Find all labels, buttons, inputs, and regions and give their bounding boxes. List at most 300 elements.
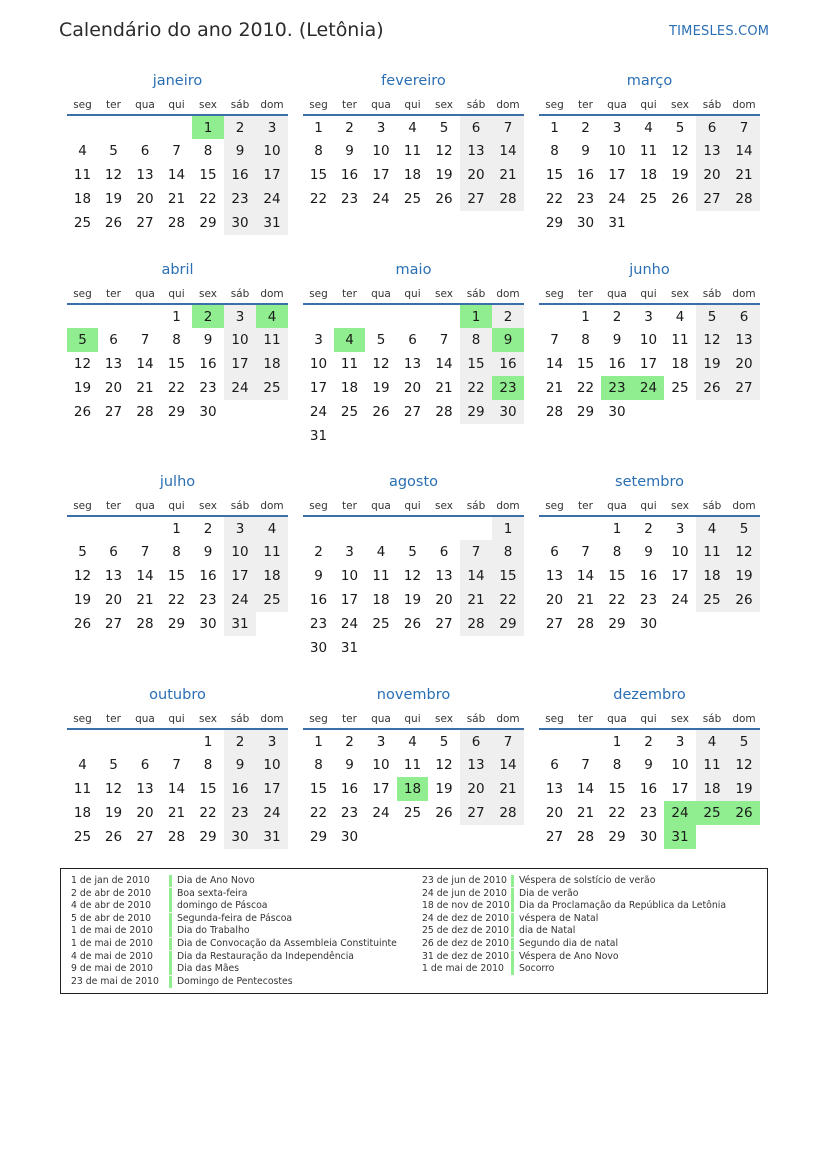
weekday-header: ter [570,284,601,304]
day-cell: 30 [224,211,256,235]
weekday-header: seg [67,95,98,115]
empty-cell [460,424,492,448]
day-cell: 1 [612,520,622,537]
day-cell: 25 [696,801,728,825]
empty-cell [539,729,570,753]
day-cell: 5 [67,328,98,352]
day-cell: 27 [460,187,492,211]
day-cell: 10 [372,757,390,773]
day-cell: 14 [136,568,154,584]
day-cell: 23 [224,187,256,211]
day-cell: 16 [608,356,626,372]
month-table [67,95,288,235]
holiday-name: Dia das Mães [177,963,240,975]
day-cell: 11 [256,540,288,564]
day-cell: 31 [340,640,359,656]
empty-cell [728,612,760,636]
day-cell: 21 [167,805,186,821]
day-cell: 9 [203,332,213,348]
day-cell: 8 [612,757,622,773]
holiday-name: Dia de verão [519,887,579,899]
day-cell: 2 [581,119,590,136]
day-cell: 26 [372,404,390,420]
day-cell: 22 [608,805,626,821]
day-cell: 2 [345,119,354,136]
day-cell: 30 [309,640,328,656]
holiday-marker [511,925,514,937]
day-cell: 30 [639,829,658,845]
holiday-name: Dia de Convocação da Assembleia Constituinte [177,937,397,949]
day-cell: 25 [671,380,689,396]
weekday-header: qui [161,95,192,115]
holiday-marker [169,925,172,937]
weekday-header: seg [303,95,334,115]
day-cell: 29 [167,404,186,420]
weekday-header: qua [601,284,633,304]
day-cell: 6 [696,115,728,139]
day-cell: 6 [109,332,118,348]
day-cell: 15 [608,781,626,797]
empty-cell [365,636,397,660]
month-table [539,95,760,235]
weekday-header: sex [664,284,696,304]
month-table [539,496,760,636]
day-cell: 22 [167,592,186,608]
day-cell: 2 [192,304,224,328]
empty-cell [365,516,397,540]
weekday-header: qui [397,709,428,729]
day-cell: 15 [576,356,595,372]
empty-cell [365,304,397,328]
holiday-name: Boa sexta-feira [177,887,248,899]
day-cell: 7 [550,332,559,348]
day-cell: 10 [608,143,626,159]
day-cell: 5 [439,119,449,136]
day-cell: 11 [340,356,359,372]
day-cell: 2 [203,520,213,537]
day-cell: 30 [639,616,658,632]
day-cell: 22 [167,380,186,396]
empty-cell [460,516,492,540]
day-cell: 23 [199,592,217,608]
day-cell: 5 [109,143,118,159]
day-cell: 21 [576,805,595,821]
empty-cell [67,115,98,139]
day-cell: 5 [376,332,386,348]
day-cell: 23 [340,805,359,821]
empty-cell [129,304,161,328]
day-cell: 16 [340,167,359,183]
day-cell: 14 [492,139,524,163]
day-cell: 24 [671,592,689,608]
day-cell: 12 [372,356,390,372]
day-cell: 11 [639,143,658,159]
day-cell: 31 [309,428,328,444]
day-cell: 5 [728,729,760,753]
day-cell: 13 [104,356,123,372]
empty-cell [570,516,601,540]
weekday-header: qui [397,95,428,115]
empty-cell [696,211,728,235]
day-cell: 1 [492,516,524,540]
weekday-header: seg [303,284,334,304]
day-cell: 4 [256,516,288,540]
day-cell: 17 [340,592,359,608]
holiday-marker [169,875,172,887]
day-cell: 13 [545,568,564,584]
day-cell: 9 [224,753,256,777]
day-cell: 4 [334,328,365,352]
day-cell: 20 [136,191,154,207]
day-cell: 14 [545,356,564,372]
weekday-header: seg [539,95,570,115]
day-cell: 29 [608,829,626,845]
weekday-header: dom [728,284,760,304]
day-cell: 12 [696,328,728,352]
day-cell: 3 [675,733,685,750]
day-cell: 13 [696,139,728,163]
weekday-header: qui [397,284,428,304]
empty-cell [256,612,288,636]
empty-cell [224,400,256,424]
day-cell: 17 [309,380,328,396]
day-cell: 10 [671,757,689,773]
day-cell: 3 [256,729,288,753]
day-cell: 8 [492,540,524,564]
day-cell: 11 [73,781,92,797]
weekday-header: qua [129,284,161,304]
day-cell: 18 [256,352,288,376]
empty-cell [492,825,524,849]
weekday-header: qua [129,709,161,729]
day-cell: 8 [314,143,323,159]
day-cell: 29 [460,400,492,424]
holiday-date: 1 de mai de 2010 [422,963,504,975]
empty-cell [728,825,760,849]
weekday-header: sáb [460,95,492,115]
weekday-header: dom [492,284,524,304]
weekday-header: seg [67,709,98,729]
day-cell: 28 [167,215,186,231]
day-cell: 11 [696,753,728,777]
weekday-header: sex [428,95,460,115]
day-cell: 6 [140,757,150,773]
day-cell: 10 [256,139,288,163]
month-name: fevereiro [381,73,446,89]
day-cell: 10 [309,356,328,372]
weekday-header: sáb [696,496,728,516]
day-cell: 10 [256,753,288,777]
day-cell: 3 [224,516,256,540]
day-cell: 16 [340,781,359,797]
day-cell: 22 [576,380,595,396]
day-cell: 13 [104,568,123,584]
day-cell: 7 [492,115,524,139]
day-cell: 30 [576,215,595,231]
day-cell: 14 [576,568,595,584]
day-cell: 4 [408,119,417,136]
empty-cell [334,424,365,448]
day-cell: 4 [675,308,685,325]
day-cell: 13 [403,356,422,372]
day-cell: 29 [608,616,626,632]
holiday-date: 4 de mai de 2010 [71,950,153,962]
day-cell: 18 [73,191,92,207]
weekday-header: seg [67,496,98,516]
day-cell: 19 [696,352,728,376]
day-cell: 25 [256,588,288,612]
weekday-header: ter [98,709,129,729]
weekday-header: ter [570,709,601,729]
weekday-header: qui [633,496,664,516]
day-cell: 6 [728,304,760,328]
day-cell: 14 [136,356,154,372]
day-cell: 18 [397,777,428,801]
day-cell: 4 [696,516,728,540]
day-cell: 24 [633,376,664,400]
day-cell: 12 [728,753,760,777]
weekday-header: seg [539,496,570,516]
weekday-header: sáb [224,709,256,729]
day-cell: 16 [492,352,524,376]
holiday-name: dia de Natal [519,925,576,937]
day-cell: 12 [73,356,92,372]
holiday-date: 24 de dez de 2010 [422,912,510,924]
day-cell: 22 [199,805,217,821]
holiday-date: 5 de abr de 2010 [71,912,152,924]
day-cell: 18 [256,564,288,588]
day-cell: 4 [78,143,87,159]
day-cell: 23 [199,380,217,396]
month-name: março [626,73,673,89]
day-cell: 3 [224,304,256,328]
day-cell: 8 [203,757,213,773]
weekday-header: qua [129,496,161,516]
day-cell: 20 [545,592,564,608]
day-cell: 9 [612,332,622,348]
day-cell: 24 [340,616,359,632]
empty-cell [664,400,696,424]
day-cell: 3 [256,115,288,139]
month-name: abril [161,262,194,278]
day-cell: 20 [545,805,564,821]
weekday-header: ter [98,95,129,115]
weekday-header: qui [161,709,192,729]
month-name: maio [395,262,432,278]
weekday-header: seg [303,709,334,729]
day-cell: 22 [608,592,626,608]
day-cell: 1 [550,119,559,136]
day-cell: 7 [492,729,524,753]
day-cell: 6 [439,544,449,560]
weekday-header: sex [192,95,224,115]
day-cell: 15 [492,564,524,588]
site-logo-link[interactable]: TIMESLES.COM [669,24,770,39]
holiday-name: Véspera de solstício de verão [519,875,656,886]
empty-cell [428,304,460,328]
day-cell: 19 [671,167,689,183]
day-cell: 1 [460,304,492,328]
day-cell: 22 [545,191,564,207]
day-cell: 30 [199,616,217,632]
day-cell: 19 [403,592,422,608]
day-cell: 6 [550,757,559,773]
day-cell: 23 [601,376,633,400]
day-cell: 31 [664,825,696,849]
day-cell: 3 [376,733,386,750]
day-cell: 27 [545,616,564,632]
day-cell: 3 [376,119,386,136]
day-cell: 5 [675,119,685,136]
empty-cell [303,304,334,328]
weekday-header: sex [428,284,460,304]
day-cell: 4 [256,304,288,328]
empty-cell [334,516,365,540]
day-cell: 20 [435,592,453,608]
holiday-marker [169,913,172,925]
day-cell: 15 [199,781,217,797]
day-cell: 25 [340,404,359,420]
day-cell: 26 [728,801,760,825]
day-cell: 16 [576,167,595,183]
holiday-marker [169,951,172,963]
day-cell: 11 [403,143,422,159]
day-cell: 21 [576,592,595,608]
holiday-date: 1 de jan de 2010 [71,875,150,886]
day-cell: 7 [439,332,449,348]
day-cell: 18 [639,167,658,183]
empty-cell [129,516,161,540]
day-cell: 27 [728,376,760,400]
day-cell: 26 [728,588,760,612]
weekday-header: seg [303,496,334,516]
day-cell: 19 [372,380,390,396]
holiday-name: Domingo de Pentecostes [177,975,293,987]
day-cell: 2 [644,733,653,750]
empty-cell [67,729,98,753]
day-cell: 2 [224,729,256,753]
day-cell: 21 [545,380,564,396]
day-cell: 27 [403,404,422,420]
empty-cell [397,516,428,540]
day-cell: 14 [167,781,186,797]
day-cell: 2 [224,115,256,139]
day-cell: 6 [460,115,492,139]
day-cell: 4 [376,544,386,560]
weekday-header: qui [161,284,192,304]
day-cell: 16 [224,777,256,801]
day-cell: 4 [644,119,653,136]
holiday-marker [511,963,514,975]
holiday-marker [169,888,172,900]
month-table [303,709,524,849]
day-cell: 26 [435,191,453,207]
day-cell: 21 [492,163,524,187]
day-cell: 20 [696,163,728,187]
day-cell: 23 [639,805,658,821]
day-cell: 13 [460,139,492,163]
day-cell: 25 [639,191,658,207]
day-cell: 19 [728,564,760,588]
day-cell: 25 [696,588,728,612]
month-table [67,496,288,636]
empty-cell [397,825,428,849]
day-cell: 22 [492,588,524,612]
empty-cell [570,729,601,753]
month-name: setembro [615,474,684,490]
day-cell: 11 [372,568,390,584]
day-cell: 9 [492,328,524,352]
day-cell: 28 [492,187,524,211]
day-cell: 14 [492,753,524,777]
day-cell: 2 [314,544,323,560]
weekday-header: dom [256,709,288,729]
holiday-name: Dia da Proclamação da República da Letônia [519,900,727,912]
weekday-header: sex [428,496,460,516]
empty-cell [397,304,428,328]
holiday-marker [511,888,514,900]
weekday-header: seg [67,284,98,304]
month-table [539,284,760,424]
day-cell: 18 [403,167,422,183]
day-cell: 12 [73,568,92,584]
holiday-marker [511,951,514,963]
weekday-header: sáb [460,709,492,729]
day-cell: 25 [256,376,288,400]
holiday-marker [169,938,172,950]
weekday-header: qua [601,709,633,729]
day-cell: 11 [671,332,689,348]
day-cell: 17 [372,781,390,797]
day-cell: 26 [435,805,453,821]
day-cell: 14 [435,356,453,372]
empty-cell [696,400,728,424]
empty-cell [161,729,192,753]
day-cell: 3 [644,308,653,325]
empty-cell [633,211,664,235]
day-cell: 28 [545,404,564,420]
day-cell: 8 [460,328,492,352]
weekday-header: sáb [696,95,728,115]
day-cell: 24 [664,801,696,825]
day-cell: 30 [224,825,256,849]
month-name: outubro [149,687,206,703]
day-cell: 17 [372,167,390,183]
empty-cell [539,516,570,540]
day-cell: 19 [435,167,453,183]
day-cell: 14 [576,781,595,797]
holiday-date: 24 de jun de 2010 [422,887,507,899]
month-name: dezembro [613,687,686,703]
weekday-header: ter [570,496,601,516]
day-cell: 15 [608,568,626,584]
empty-cell [98,516,129,540]
day-cell: 17 [256,163,288,187]
day-cell: 16 [224,163,256,187]
day-cell: 13 [136,781,154,797]
day-cell: 28 [492,801,524,825]
day-cell: 18 [73,805,92,821]
day-cell: 10 [671,544,689,560]
day-cell: 7 [728,115,760,139]
holiday-marker [169,963,172,975]
empty-cell [539,304,570,328]
day-cell: 17 [671,781,689,797]
day-cell: 20 [136,805,154,821]
day-cell: 9 [345,757,354,773]
day-cell: 17 [224,352,256,376]
day-cell: 1 [612,733,622,750]
